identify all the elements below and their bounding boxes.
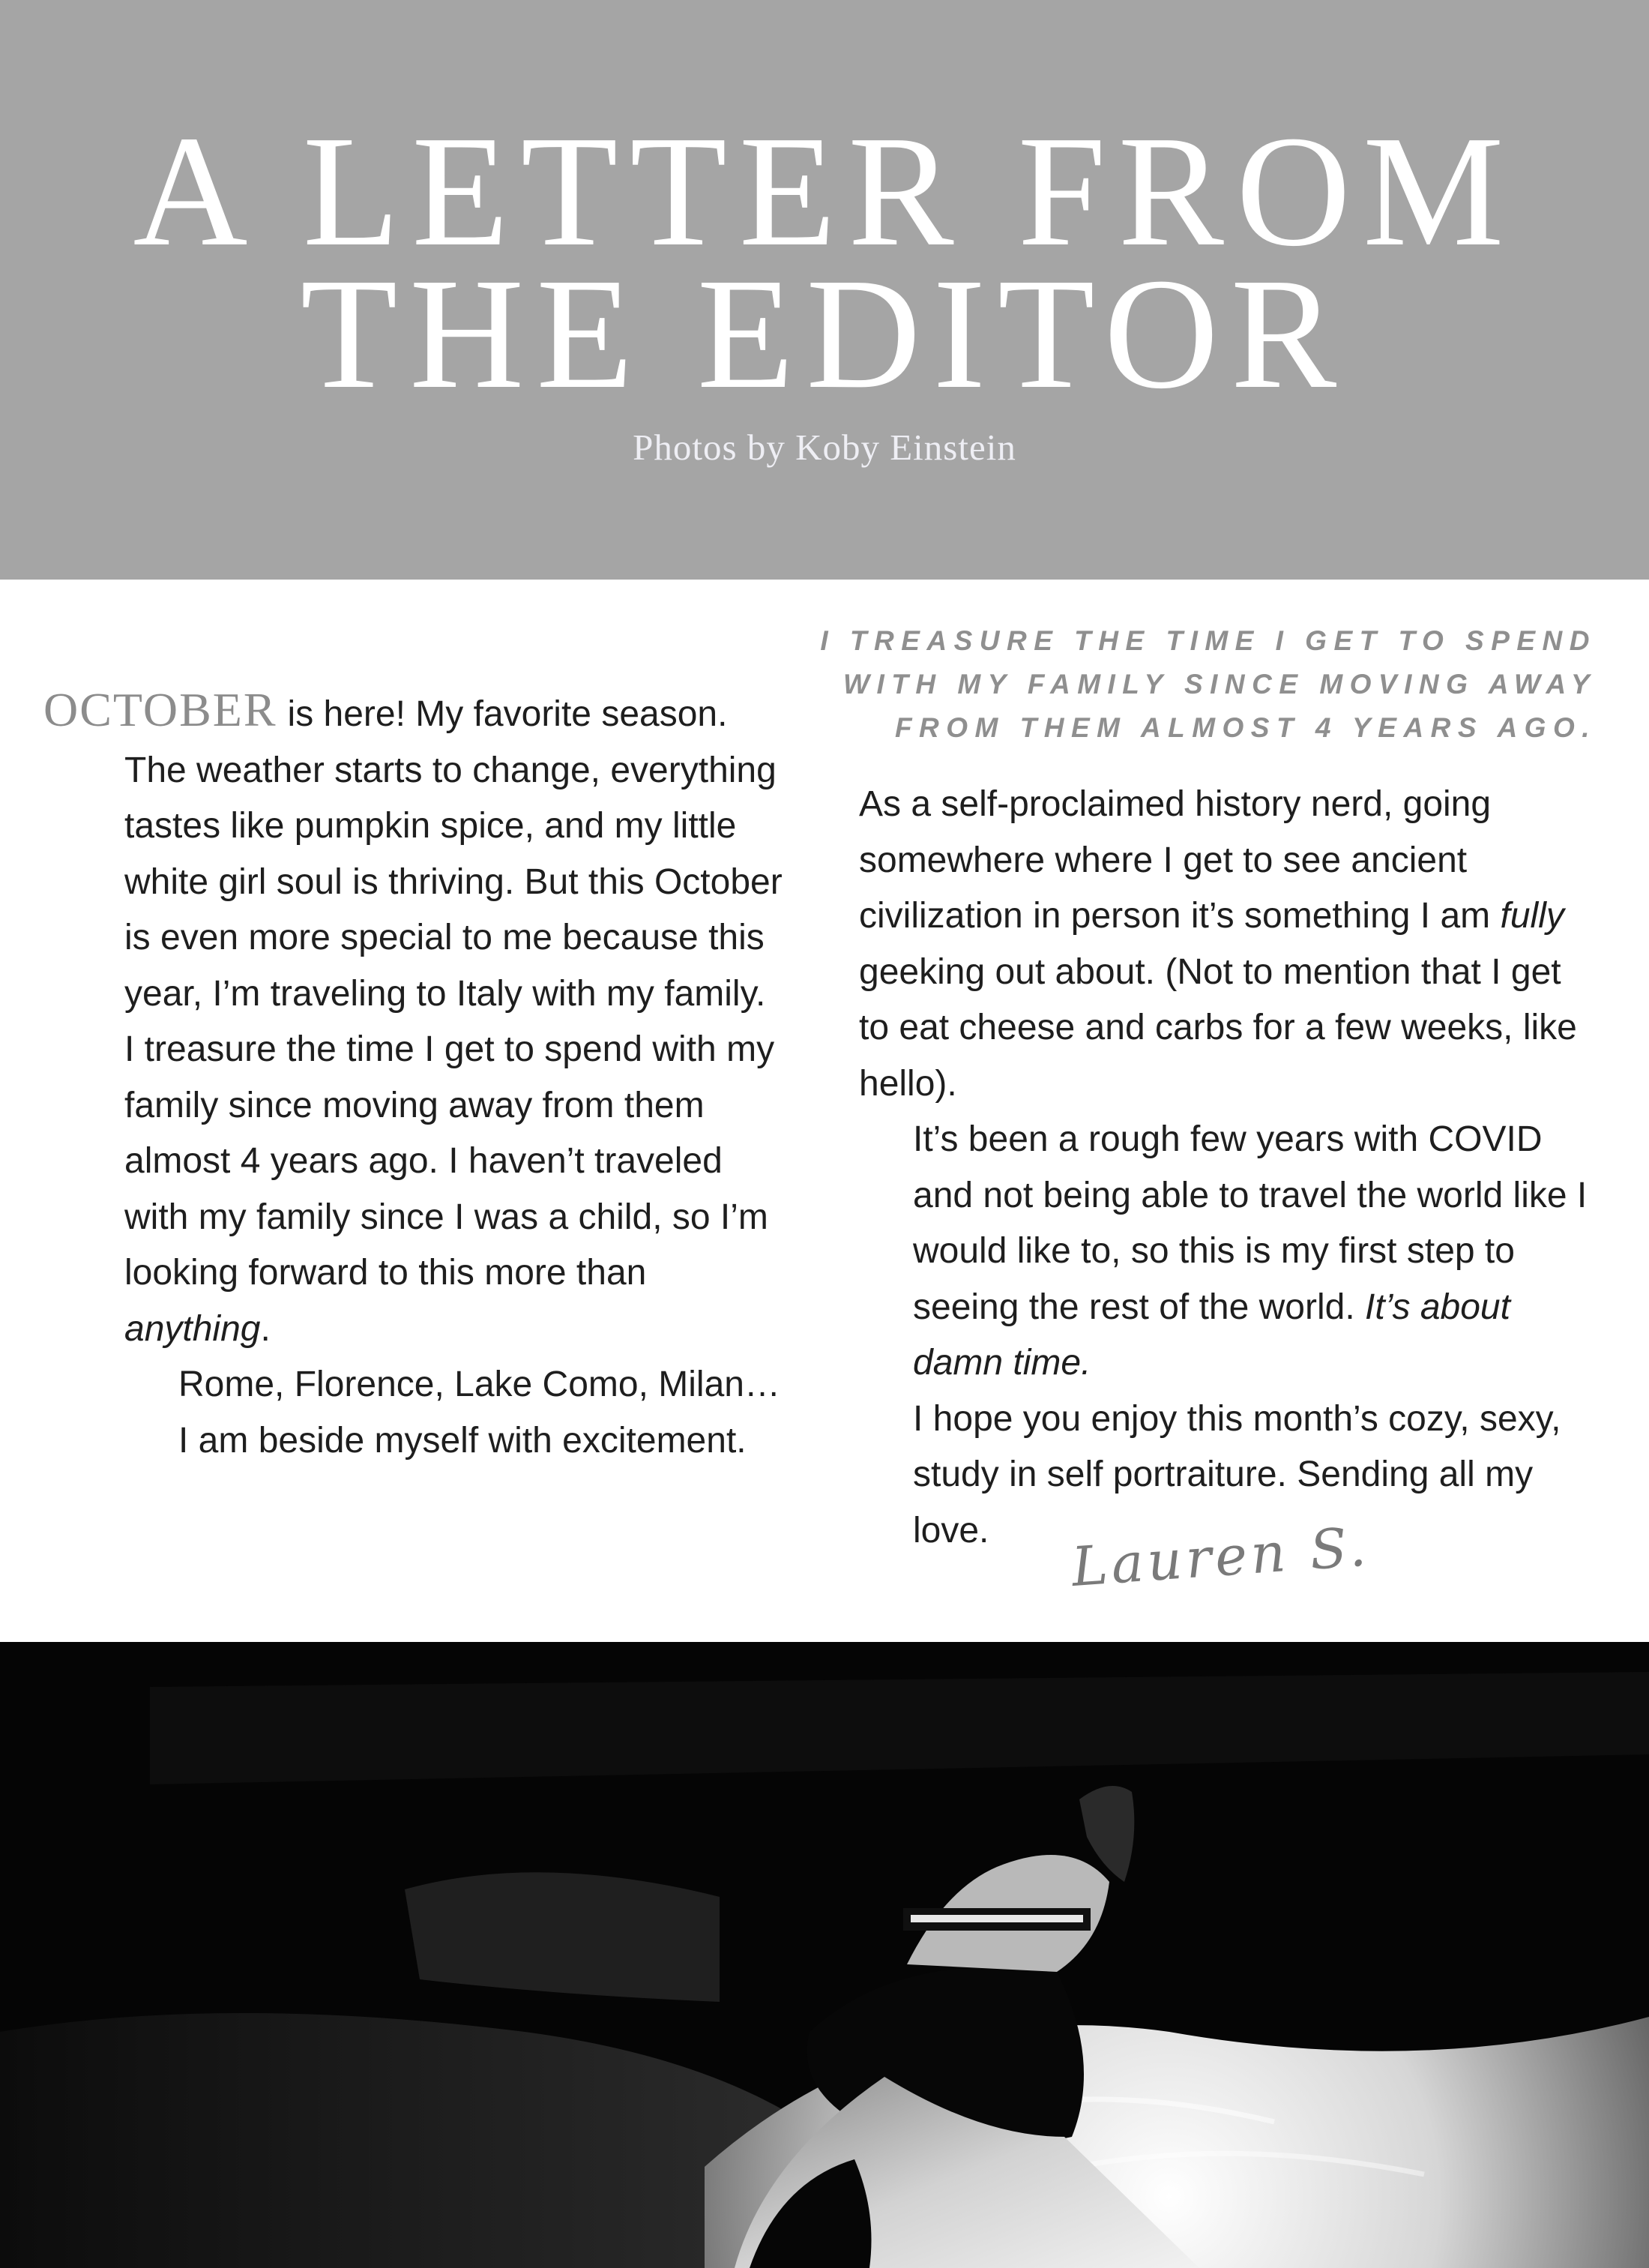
left-paragraph-2: Rome, Florence, Lake Como, Milan… I am beside myself with excitement. (178, 1365, 780, 1461)
right-paragraph-3: I hope you enjoy this month’s cozy, sexy, study in self portraiture. Sending all my love. (913, 1398, 1561, 1550)
bedroom-photo (0, 1642, 1649, 2268)
page-title (0, 103, 1649, 421)
photo-credit: Photos by Koby Einstein (633, 427, 1016, 468)
emphasis-about-time: It’s about damn time. (913, 1287, 1510, 1383)
emphasis-fully: fully (1500, 896, 1564, 936)
left-paragraph-1-text: is here! My favorite season. The weather starts to change, everything tastes like pumpkin spice, and my little white girl soul is thriving. But this October is even more special to me because this year, I’m traveling to Italy with my family. I treasure the time I get to spend with my family since moving away from them almost 4 years ago. I haven’t traveled with my family since I was a child, so I’m looking forward to this more than (124, 694, 783, 1293)
title-line-2: THE EDITOR (300, 245, 1349, 421)
emphasis-anything: anything (124, 1308, 261, 1349)
right-paragraph-1 (859, 777, 1594, 1112)
pull-quote-line-1: I TREASURE THE TIME I GET TO SPEND (820, 625, 1597, 656)
left-paragraph-1 (43, 682, 784, 1357)
editor-signature: Lauren S. (1070, 1514, 1372, 1598)
right-column (859, 777, 1594, 1559)
pull-quote-line-2: WITH MY FAMILY SINCE MOVING AWAY (843, 669, 1597, 700)
title-line-1: A LETTER FROM (133, 103, 1516, 279)
drop-cap-word: OCTOBER (43, 683, 277, 736)
right-paragraph-1-text: As a self-proclaimed history nerd, going somewhere where I get to see ancient civilization in person it’s something I am (859, 784, 1492, 936)
right-paragraph-1-end: geeking out about. (Not to mention that I get to eat cheese and carbs for a few weeks, like hello). (859, 951, 1577, 1104)
bedroom-photo-illustration (0, 1642, 1649, 2268)
right-paragraph-2-text: It’s been a rough few years with COVID and not being able to travel the world like I would like to, so this is my first step to seeing the rest of the world. (913, 1119, 1588, 1327)
pull-quote (810, 619, 1597, 750)
pull-quote-line-3: FROM THEM ALMOST 4 YEARS AGO. (894, 712, 1597, 743)
left-paragraph-1-end: . (260, 1308, 271, 1349)
header-band (0, 0, 1649, 580)
right-paragraph-2 (859, 1112, 1594, 1392)
left-column (43, 682, 784, 1469)
